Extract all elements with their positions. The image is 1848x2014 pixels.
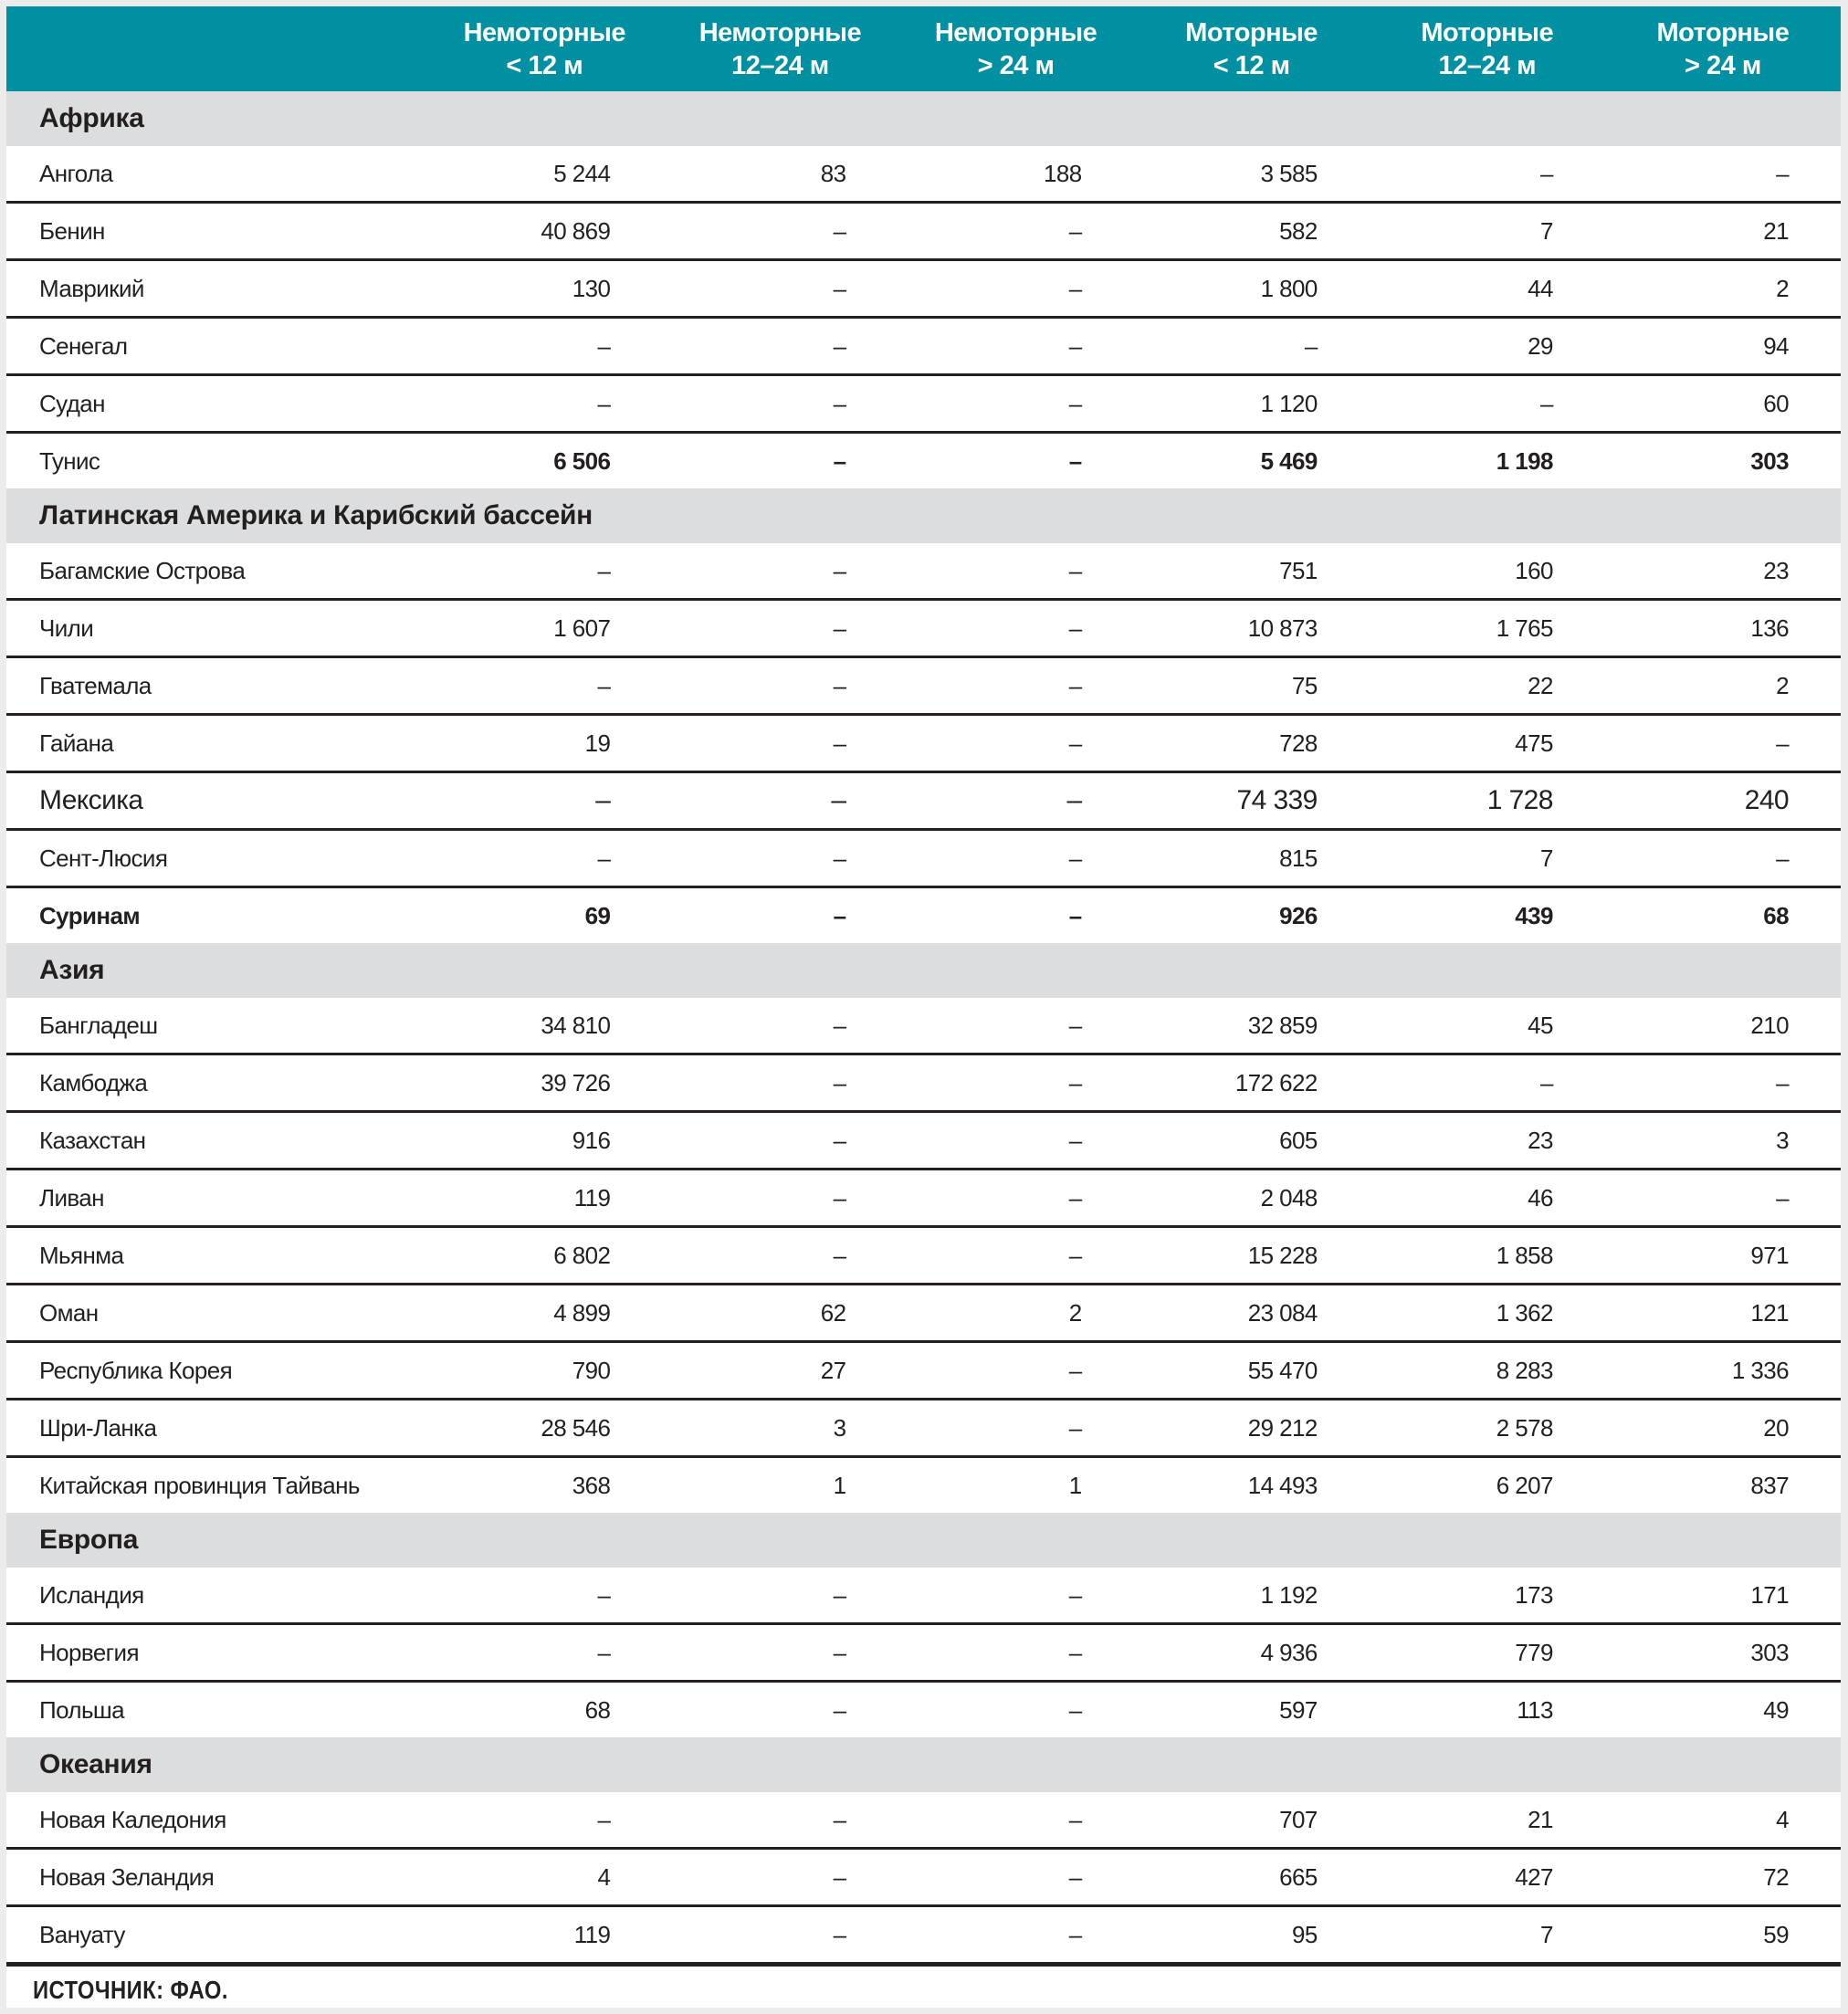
country-name: Польша: [39, 1695, 125, 1724]
value-cell: 95: [1134, 1906, 1370, 1965]
fleet-table-sheet: [6, 6, 1841, 2008]
value-cell: 55 470: [1134, 1342, 1370, 1400]
value-cell: –: [662, 657, 898, 715]
region-name: Азия: [6, 943, 1841, 998]
value-cell: 119: [426, 1906, 662, 1965]
value-cell: 751: [1134, 543, 1370, 600]
value-cell: 8 283: [1370, 1342, 1605, 1400]
value-cell: –: [662, 998, 898, 1054]
region-name: Латинская Америка и Карибский бассейн: [6, 488, 1841, 543]
value-cell: –: [426, 830, 662, 887]
value-cell: 68: [1763, 901, 1789, 929]
table-row: [6, 543, 1841, 600]
value-cell: 23: [1370, 1112, 1605, 1170]
header-motor-lt12: Моторные < 12 м: [1134, 6, 1370, 91]
value-cell: –: [898, 1906, 1133, 1965]
country-name: Мексика: [6, 772, 426, 830]
value-cell: –: [1370, 1054, 1605, 1112]
value-cell: 5 469: [1260, 446, 1318, 475]
value-cell: 3 585: [1134, 146, 1370, 203]
value-cell: 597: [1279, 1695, 1318, 1724]
value-cell: –: [1370, 146, 1605, 203]
value-cell: 7: [1370, 830, 1605, 887]
value-cell: 475: [1370, 715, 1605, 772]
country-name: Вануату: [6, 1906, 426, 1965]
value-cell: –: [898, 543, 1133, 600]
value-cell: 20: [1605, 1400, 1841, 1457]
header-row: [6, 6, 1841, 91]
fleet-size-table: [6, 6, 1841, 1967]
table-row: [6, 146, 1841, 203]
value-cell: –: [898, 1227, 1133, 1285]
value-cell: –: [662, 1227, 898, 1285]
value-cell: –: [898, 1624, 1133, 1682]
region-name: Европа: [6, 1513, 1841, 1568]
value-cell: –: [898, 600, 1133, 657]
country-name: Камбоджа: [6, 1054, 426, 1112]
value-cell: –: [662, 772, 898, 830]
value-cell: 44: [1370, 260, 1605, 318]
value-cell: –: [898, 998, 1133, 1054]
value-cell: –: [662, 1568, 898, 1624]
value-cell: 68: [584, 1695, 611, 1724]
table-row: [6, 318, 1841, 375]
value-cell: –: [662, 715, 898, 772]
value-cell: 2 048: [1134, 1170, 1370, 1227]
value-cell: –: [1605, 146, 1841, 203]
value-cell: 188: [898, 146, 1133, 203]
country-name: Республика Корея: [6, 1342, 426, 1400]
value-cell: 4: [426, 1849, 662, 1906]
value-cell: 121: [1605, 1285, 1841, 1342]
value-cell: –: [1605, 1170, 1841, 1227]
value-cell: 119: [426, 1170, 662, 1227]
value-cell: 72: [1605, 1849, 1841, 1906]
value-cell: –: [1068, 1695, 1082, 1724]
value-cell: 10 873: [1134, 600, 1370, 657]
value-cell: 1 192: [1134, 1568, 1370, 1624]
value-cell: 22: [1370, 657, 1605, 715]
value-cell: 6 506: [553, 446, 611, 475]
value-cell: –: [898, 657, 1133, 715]
value-cell: –: [662, 375, 898, 433]
table-row: [6, 1682, 1841, 1738]
table-row: [6, 657, 1841, 715]
value-cell: 69: [584, 901, 611, 929]
value-cell: 4 899: [426, 1285, 662, 1342]
region-row: [6, 1513, 1841, 1568]
value-cell: –: [662, 1624, 898, 1682]
table-row: [6, 830, 1841, 887]
table-row: [6, 1906, 1841, 1965]
region-row: [6, 488, 1841, 543]
value-cell: 7: [1370, 203, 1605, 260]
value-cell: 6 802: [426, 1227, 662, 1285]
country-name: Исландия: [6, 1568, 426, 1624]
country-name: Сент-Люсия: [6, 830, 426, 887]
table-row: [6, 375, 1841, 433]
value-cell: 779: [1370, 1624, 1605, 1682]
table-row: [6, 1457, 1841, 1514]
value-cell: 582: [1134, 203, 1370, 260]
value-cell: 1 765: [1370, 600, 1605, 657]
value-cell: 6 207: [1496, 1471, 1553, 1499]
value-cell: –: [1370, 375, 1605, 433]
header-motor-gt24: Моторные > 24 м: [1605, 6, 1841, 91]
table-row: [6, 600, 1841, 657]
value-cell: 45: [1370, 998, 1605, 1054]
value-cell: 14 493: [1247, 1471, 1318, 1499]
value-cell: –: [662, 203, 898, 260]
country-name: Бенин: [6, 203, 426, 260]
value-cell: 837: [1750, 1471, 1789, 1499]
value-cell: 171: [1605, 1568, 1841, 1624]
country-name: Шри-Ланка: [6, 1400, 426, 1457]
value-cell: 3: [1605, 1112, 1841, 1170]
value-cell: 4 936: [1134, 1624, 1370, 1682]
value-cell: –: [426, 772, 662, 830]
value-cell: 40 869: [426, 203, 662, 260]
value-cell: 368: [572, 1471, 611, 1499]
value-cell: 790: [426, 1342, 662, 1400]
table-row: [6, 433, 1841, 489]
value-cell: 1 120: [1134, 375, 1370, 433]
value-cell: –: [662, 1792, 898, 1849]
region-row: [6, 1737, 1841, 1792]
table-row: [6, 203, 1841, 260]
country-name: Новая Зеландия: [6, 1849, 426, 1906]
country-name: Новая Каледония: [6, 1792, 426, 1849]
value-cell: 74 339: [1134, 772, 1370, 830]
country-name: Китайская провинция Тайвань: [39, 1471, 360, 1499]
value-cell: –: [898, 1342, 1133, 1400]
value-cell: 160: [1370, 543, 1605, 600]
source-note: ИСТОЧНИК: ФАО.: [33, 1976, 228, 2004]
value-cell: –: [1068, 446, 1082, 475]
value-cell: 2 578: [1370, 1400, 1605, 1457]
value-cell: 34 810: [426, 998, 662, 1054]
value-cell: –: [898, 1849, 1133, 1906]
value-cell: 916: [426, 1112, 662, 1170]
country-name: Норвегия: [6, 1624, 426, 1682]
value-cell: 1 800: [1134, 260, 1370, 318]
value-cell: 2: [898, 1285, 1133, 1342]
country-name: Оман: [6, 1285, 426, 1342]
country-name: Бангладеш: [6, 998, 426, 1054]
value-cell: –: [662, 318, 898, 375]
value-cell: –: [833, 1695, 846, 1724]
table-row: [6, 1568, 1841, 1624]
value-cell: –: [662, 260, 898, 318]
value-cell: –: [898, 1112, 1133, 1170]
value-cell: –: [898, 715, 1133, 772]
value-cell: –: [898, 318, 1133, 375]
table-row: [6, 887, 1841, 944]
country-name: Тунис: [39, 446, 100, 475]
value-cell: 1 728: [1370, 772, 1605, 830]
value-cell: –: [1605, 715, 1841, 772]
value-cell: –: [898, 772, 1133, 830]
value-cell: –: [898, 1170, 1133, 1227]
value-cell: –: [898, 1054, 1133, 1112]
value-cell: 1: [833, 1471, 846, 1499]
header-nonmotor-12-24: Немоторные 12–24 м: [662, 6, 898, 91]
value-cell: 4: [1605, 1792, 1841, 1849]
value-cell: 28 546: [426, 1400, 662, 1457]
region-name: Океания: [6, 1737, 1841, 1792]
value-cell: 27: [662, 1342, 898, 1400]
header-country: [6, 6, 426, 91]
table-row: [6, 1624, 1841, 1682]
value-cell: 62: [662, 1285, 898, 1342]
table-row: [6, 1112, 1841, 1170]
value-cell: 240: [1605, 772, 1841, 830]
value-cell: 23: [1605, 543, 1841, 600]
value-cell: 94: [1605, 318, 1841, 375]
value-cell: –: [898, 1792, 1133, 1849]
value-cell: –: [426, 543, 662, 600]
value-cell: 1 198: [1496, 446, 1553, 475]
value-cell: 39 726: [426, 1054, 662, 1112]
header-nonmotor-gt24: Немоторные > 24 м: [898, 6, 1133, 91]
value-cell: –: [426, 375, 662, 433]
table-row: [6, 1400, 1841, 1457]
value-cell: 15 228: [1134, 1227, 1370, 1285]
value-cell: –: [1605, 1054, 1841, 1112]
value-cell: 113: [1517, 1695, 1553, 1724]
value-cell: 605: [1134, 1112, 1370, 1170]
value-cell: 19: [426, 715, 662, 772]
value-cell: 46: [1370, 1170, 1605, 1227]
value-cell: –: [898, 375, 1133, 433]
table-row: [6, 1792, 1841, 1849]
value-cell: 926: [1279, 901, 1318, 929]
country-name: Ангола: [6, 146, 426, 203]
value-cell: –: [662, 600, 898, 657]
value-cell: 5 244: [426, 146, 662, 203]
value-cell: 23 084: [1134, 1285, 1370, 1342]
value-cell: 59: [1605, 1906, 1841, 1965]
value-cell: –: [662, 1054, 898, 1112]
country-name: Багамские Острова: [6, 543, 426, 600]
value-cell: –: [662, 543, 898, 600]
value-cell: 21: [1370, 1792, 1605, 1849]
region-name: Африка: [6, 91, 1841, 146]
table-row: [6, 1849, 1841, 1906]
value-cell: 815: [1134, 830, 1370, 887]
table-row: [6, 1285, 1841, 1342]
value-cell: 130: [426, 260, 662, 318]
value-cell: 75: [1134, 657, 1370, 715]
header-nonmotor-lt12: Немоторные < 12 м: [426, 6, 662, 91]
value-cell: 427: [1370, 1849, 1605, 1906]
value-cell: 172 622: [1134, 1054, 1370, 1112]
value-cell: –: [898, 830, 1133, 887]
value-cell: 83: [662, 146, 898, 203]
value-cell: –: [426, 657, 662, 715]
value-cell: 2: [1605, 260, 1841, 318]
value-cell: 60: [1605, 375, 1841, 433]
country-name: Маврикий: [6, 260, 426, 318]
value-cell: 1 858: [1370, 1227, 1605, 1285]
table-row: [6, 1342, 1841, 1400]
value-cell: –: [898, 1400, 1133, 1457]
value-cell: 49: [1763, 1695, 1789, 1724]
table-row: [6, 772, 1841, 830]
country-name: Мьянма: [6, 1227, 426, 1285]
value-cell: 303: [1605, 1624, 1841, 1682]
value-cell: 21: [1605, 203, 1841, 260]
value-cell: –: [662, 1112, 898, 1170]
value-cell: 1 362: [1370, 1285, 1605, 1342]
value-cell: –: [426, 1792, 662, 1849]
table-row: [6, 1054, 1841, 1112]
value-cell: –: [1605, 830, 1841, 887]
value-cell: 1: [1068, 1471, 1082, 1499]
value-cell: –: [1068, 901, 1082, 929]
value-cell: 29 212: [1134, 1400, 1370, 1457]
country-name: Гватемала: [6, 657, 426, 715]
table-row: [6, 260, 1841, 318]
value-cell: 29: [1370, 318, 1605, 375]
value-cell: 136: [1605, 600, 1841, 657]
value-cell: –: [426, 1568, 662, 1624]
value-cell: 665: [1134, 1849, 1370, 1906]
country-name: Казахстан: [6, 1112, 426, 1170]
value-cell: –: [1134, 318, 1370, 375]
country-name: Сенегал: [6, 318, 426, 375]
table-row: [6, 1170, 1841, 1227]
table-body: [6, 91, 1841, 1965]
value-cell: –: [662, 1170, 898, 1227]
value-cell: –: [833, 446, 846, 475]
country-name: Чили: [6, 600, 426, 657]
value-cell: –: [898, 1568, 1133, 1624]
value-cell: 173: [1370, 1568, 1605, 1624]
value-cell: –: [426, 318, 662, 375]
value-cell: –: [426, 1624, 662, 1682]
value-cell: 7: [1370, 1906, 1605, 1965]
value-cell: 439: [1515, 901, 1553, 929]
value-cell: –: [898, 203, 1133, 260]
value-cell: 1 607: [426, 600, 662, 657]
value-cell: 210: [1605, 998, 1841, 1054]
value-cell: –: [662, 830, 898, 887]
value-cell: 303: [1750, 446, 1789, 475]
table-row: [6, 998, 1841, 1054]
country-name: Судан: [6, 375, 426, 433]
value-cell: 3: [662, 1400, 898, 1457]
country-name: Суринам: [39, 901, 140, 929]
value-cell: –: [662, 1849, 898, 1906]
country-name: Ливан: [6, 1170, 426, 1227]
value-cell: 971: [1605, 1227, 1841, 1285]
table-row: [6, 715, 1841, 772]
value-cell: 1 336: [1605, 1342, 1841, 1400]
value-cell: –: [662, 1906, 898, 1965]
value-cell: 32 859: [1134, 998, 1370, 1054]
value-cell: –: [833, 901, 846, 929]
region-row: [6, 943, 1841, 998]
region-row: [6, 91, 1841, 146]
value-cell: 707: [1134, 1792, 1370, 1849]
table-row: [6, 1227, 1841, 1285]
header-motor-12-24: Моторные 12–24 м: [1370, 6, 1605, 91]
country-name: Гайана: [6, 715, 426, 772]
value-cell: –: [898, 260, 1133, 318]
value-cell: 2: [1605, 657, 1841, 715]
value-cell: 728: [1134, 715, 1370, 772]
